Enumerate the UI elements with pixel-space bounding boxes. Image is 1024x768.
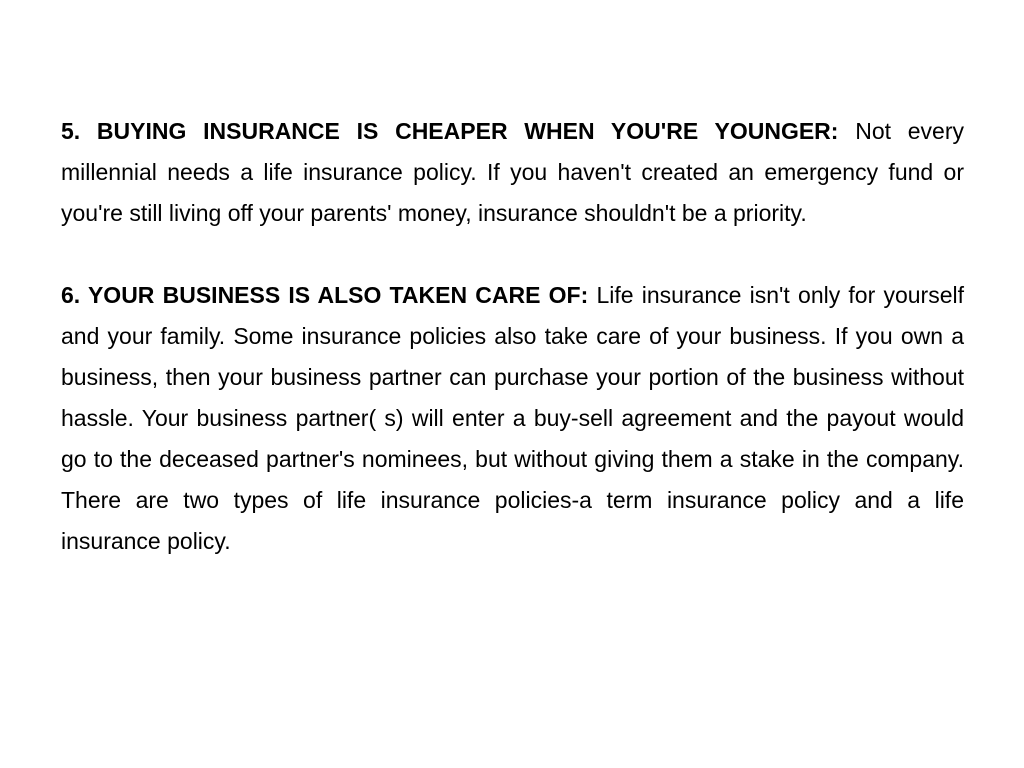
slide-content	[61, 111, 964, 562]
paragraph-heading: 5. BUYING INSURANCE IS CHEAPER WHEN YOU'RE YOUNGER:	[61, 118, 839, 144]
paragraph-heading: 6. YOUR BUSINESS IS ALSO TAKEN CARE OF:	[61, 282, 589, 308]
paragraph-business-taken-care-of	[61, 275, 964, 562]
paragraph-body: Life insurance isn't only for yourself and your family. Some insurance policies also take care of your business. If you own a business, then your business partner can purchase your portion of the business without hassle. Your business partner( s) will enter a buy-sell agreement and the payout would go to the deceased partner's nominees, but without giving them a stake in the company. There are two types of life insurance policies-a term insurance policy and a life insurance policy.	[61, 282, 964, 554]
paragraph-body: Not every millennial needs a life insurance policy. If you haven't created an emergency fund or you're still living off your parents' money, insurance shouldn't be a priority.	[61, 118, 964, 226]
paragraph-cheaper-when-younger	[61, 111, 964, 234]
